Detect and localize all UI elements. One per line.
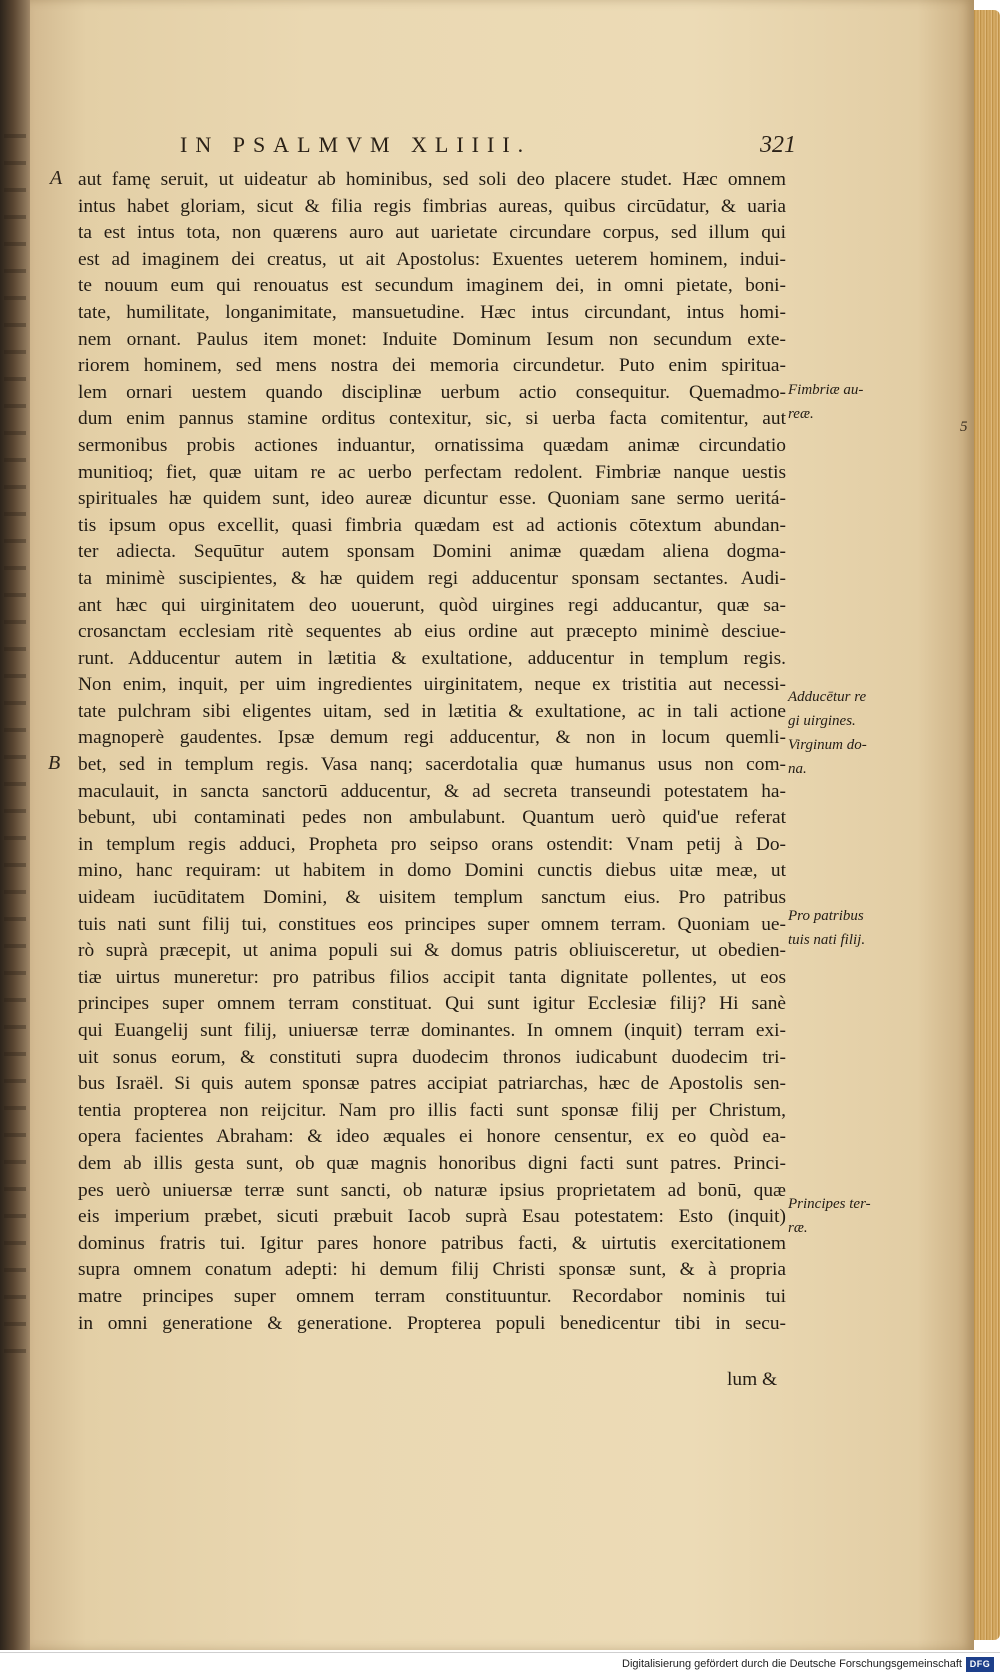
dfg-logo: DFG: [966, 1657, 994, 1672]
body-text: [78, 167, 786, 1364]
text-line: tis ipsum opus excellit, quasi fimbria quædam est ad actionis cōtextum abundan-: [78, 514, 786, 536]
marginal-note-line: Principes ter-: [788, 1196, 871, 1212]
text-line: [78, 1337, 786, 1364]
text-line: nem ornant. Paulus item monet: Induite Dominum Iesum non secundum exte-: [78, 328, 786, 350]
text-line: ta est intus tota, non quærens auro aut uarietate circundare corpus, sed illum qui: [78, 222, 786, 244]
text-line: lem ornari uestem quando disciplinæ uerbum actio consequitur. Quemadmo-: [78, 381, 786, 403]
marginal-note-line: Pro patribus: [788, 908, 864, 924]
text-line: ter adiecta. Sequūtur autem sponsam Domini animæ quædam aliena dogma-: [78, 541, 786, 563]
footer-bar: [0, 1652, 1000, 1680]
text-line: spirituales hæ quidem sunt, ideo aureæ dicuntur esse. Quoniam sane sermo ueritá-: [78, 488, 786, 510]
text-line: eis imperium præbet, sicuti præbuit Iacob suprà Esau potestatem: Esto (inquit): [78, 1206, 786, 1228]
marginal-note-line: na.: [788, 761, 807, 777]
text-line: dem ab illis gesta sunt, ob quæ magnis honoribus digni facti sunt patres. Princi-: [78, 1152, 786, 1174]
marginal-note-line: Adducētur re: [788, 689, 867, 705]
section-marker-b: B: [48, 752, 61, 774]
gilded-page-edge: [974, 10, 1000, 1640]
text-line: crosanctam ecclesiam ritè sequentes ab eius ordine aut præcepto minimè desciue-: [78, 621, 786, 643]
text-line: supra omnem conatum adepti: hi demum filij Christi sponsæ sunt, & à propria: [78, 1259, 786, 1281]
text-line: riorem hominem, sed mens nostra dei memoria circundetur. Puto enim spiritua-: [78, 355, 786, 377]
text-line: bet, sed in templum regis. Vasa nanq; sacerdotalia quæ humanus usus non com-: [78, 754, 786, 776]
text-line: principes super omnem terram constituat. Qui sunt igitur Ecclesiæ filij? Hi sanè: [78, 993, 786, 1015]
text-line: magnoperè gaudentes. Ipsæ demum regi adducentur, & non in locum quemli-: [78, 727, 786, 749]
text-line: ta minimè suscipientes, & hæ quidem regi adducentur sponsam sectantes. Audi-: [78, 567, 786, 589]
marginal-note: [788, 378, 880, 426]
text-line: qui Euangelij sunt filij, uniuersæ terræ dominantes. In omnem (inquit) terram exi-: [78, 1020, 786, 1041]
text-line: sermonibus probis actiones induantur, ornatissima quædam animæ circundatio: [78, 434, 786, 456]
marginal-note: [788, 904, 880, 952]
margin-mark: 5: [960, 419, 968, 435]
marginal-note: [788, 1192, 880, 1240]
text-line: bebunt, ubi contaminati pedes non ambulabunt. Quantum uerò quid'ue referat: [78, 807, 786, 829]
text-line: maculauit, in sancta sanctorū adducentur, & ad secreta transeundi potestatem ha-: [78, 780, 786, 802]
funding-credit: Digitalisierung gefördert durch die Deutsche Forschungsgemeinschaft: [622, 1658, 962, 1670]
text-line: uideam iucūditatem Domini, & uisitem templum sanctum eius. Pro patribus: [78, 887, 786, 909]
marginal-note: [788, 685, 880, 781]
text-line: in templum regis adduci, Propheta pro seipso orans ostendit: Vnam petij à Do-: [78, 833, 786, 855]
text-line: Non enim, inquit, per uim ingredientes uirginitatem, neque ex tristitia aut necessi-: [78, 674, 786, 696]
previous-page-edge: [4, 120, 26, 1370]
text-line: mino, hanc requiram: ut habitem in domo Domini cunctis diebus uitæ meæ, ut: [78, 860, 786, 882]
marginal-note-line: Virginum do-: [788, 737, 867, 753]
text-line: tate pulchram sibi eligentes uitam, sed in lætitia & exultatione, ac in tali actione: [78, 700, 786, 722]
text-line: tuis nati sunt filij tui, constitues eos principes super omnem terram. Quoniam ue-: [78, 913, 786, 935]
text-line: pes uerò uniuersæ terræ sunt sancti, ob naturæ ipsius proprietatem ad bonū, quæ: [78, 1179, 786, 1201]
text-line: in omni generatione & generatione. Propterea populi benedicentur tibi in secu-: [78, 1312, 786, 1334]
text-line: dominus fratris tui. Igitur pares honore patribus facti, & uirtutis exercitationem: [78, 1232, 786, 1254]
text-line: munitioq; fiet, quæ uitam re ac uerbo perfectam redolent. Fimbriæ nanque uestis: [78, 461, 786, 483]
text-line: tiæ uirtus muneretur: pro patribus filios accipit tanta dignitate pollentes, ut eos: [78, 966, 786, 988]
text-line: te nouum eum qui renouatus est secundum imaginem dei, in omni pietate, boni-: [78, 275, 786, 297]
marginal-note-line: gi uirgines.: [788, 713, 856, 729]
text-line: aut famę seruit, ut uideatur ab hominibus, sed soli deo placere studet. Hæc omnem: [78, 169, 786, 190]
text-line: dum enim pannus stamine orditus contexitur, sic, si uerba facta comitentur, aut: [78, 408, 786, 430]
book-page: [30, 0, 974, 1650]
text-line: intus habet gloriam, sicut & filia regis fimbrias aureas, quibus circūdatur, & uaria: [78, 195, 786, 217]
marginal-note-line: tuis nati filij.: [788, 932, 866, 948]
text-line: rò suprà præcepit, ut anima populi sui & domus patris obliuisceretur, ut obedien-: [78, 940, 786, 962]
catchword: lum &: [727, 1369, 778, 1390]
text-line: opera facientes Abraham: & ideo æquales ei honore censentur, ex eo quòd ea-: [78, 1126, 786, 1148]
section-marker-a: A: [50, 167, 63, 189]
text-line: tate, humilitate, longanimitate, mansuetudine. Hæc intus circundant, intus homi-: [78, 301, 786, 323]
text-line: est ad imaginem dei creatus, ut ait Apostolus: Exuentes ueterem hominem, indui-: [78, 248, 786, 270]
text-line: tentia propterea non reijcitur. Nam pro illis facti sunt sponsæ filij per Christum,: [78, 1099, 786, 1121]
marginal-note-line: Fimbriæ au-: [788, 382, 864, 398]
marginal-note-line: reæ.: [788, 406, 814, 422]
running-head: IN PSALMVM XLIIII.: [180, 132, 532, 157]
text-line: bus Israël. Si quis autem sponsæ patres accipiat patriarchas, hæc de Apostolis sen-: [78, 1073, 786, 1095]
text-line: matre principes super omnem terram constituuntur. Recordabor nominis tui: [78, 1285, 786, 1307]
page-number: 321: [760, 132, 796, 158]
text-line: uit sonus eorum, & constituti supra duodecim thronos iudicabunt duodecim tri-: [78, 1046, 786, 1068]
marginal-note-line: ræ.: [788, 1220, 808, 1236]
text-line: ant hæc qui uirginitatem deo uouerunt, quòd uirgines regi adducantur, quæ sa-: [78, 594, 786, 616]
text-line: runt. Adducentur autem in lætitia & exultatione, adducentur in templum regis.: [78, 647, 786, 669]
